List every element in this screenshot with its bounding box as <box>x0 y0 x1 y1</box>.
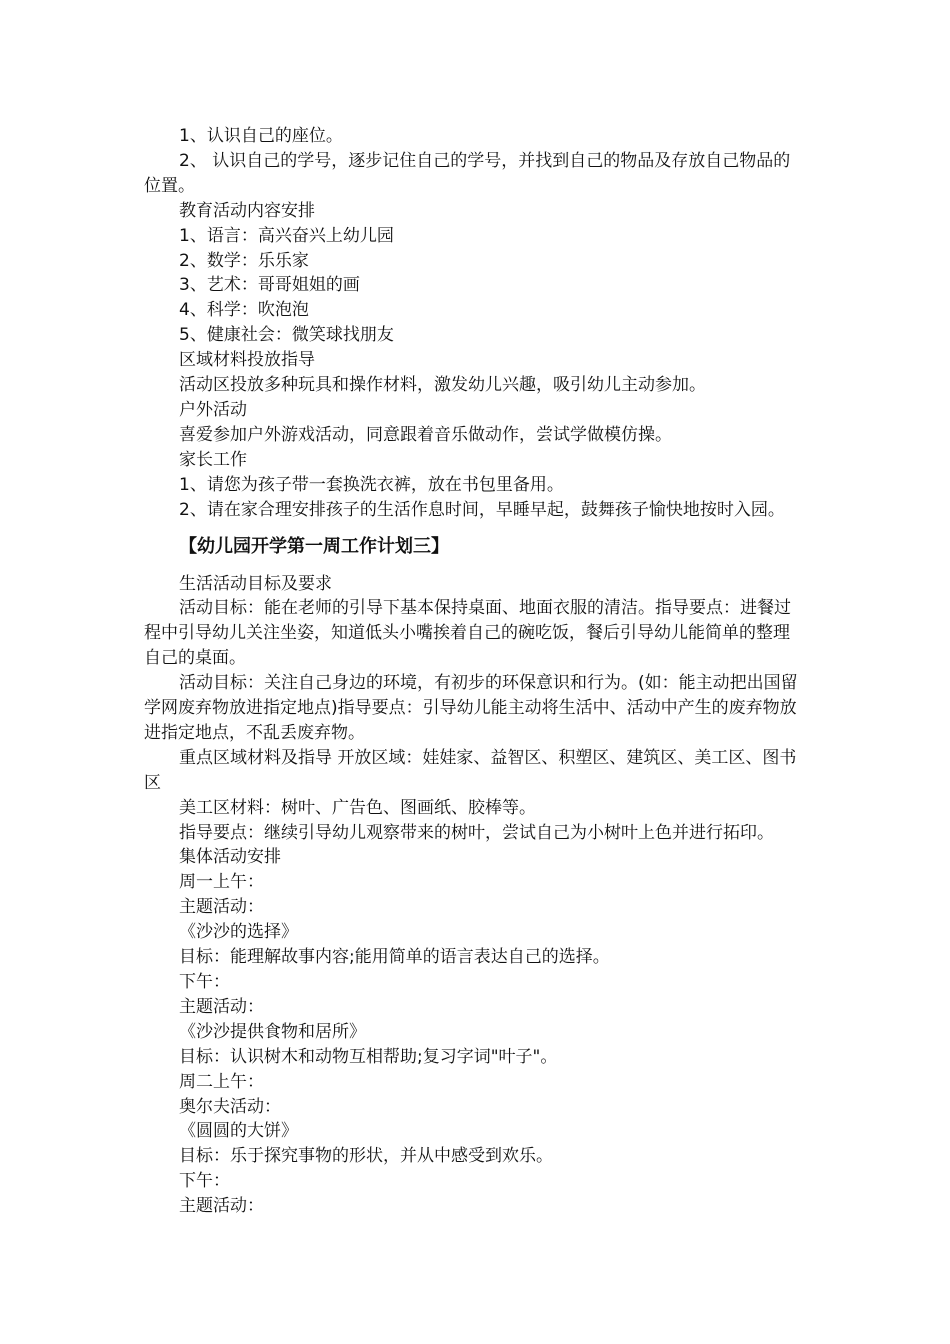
paragraph: 指导要点：继续引导幼儿观察带来的树叶，尝试自己为小树叶上色并进行拓印。 <box>179 822 774 843</box>
paragraph: 喜爱参加户外游戏活动，同意跟着音乐做动作，尝试学做模仿操。 <box>179 424 672 445</box>
schedule-line: 周一上午： <box>179 872 264 893</box>
list-item: 1、语言：高兴奋兴上幼儿园 <box>179 225 394 246</box>
list-item: 2、请在家合理安排孩子的生活作息时间，早睡早起，鼓舞孩子愉快地按时入园。 <box>179 499 785 520</box>
paragraph: 1、认识自己的座位。 <box>179 126 343 146</box>
paragraph: 活动目标：关注自己身边的环境，有初步的环保意识和行为。(如：能主动把出国留学网废弃物放进指定地点)指导要点：引导幼儿能主动将生活中、活动中产生的废弃物放进指定地点，不乱丢废弃物。 <box>144 673 798 743</box>
section-previous-plan <box>144 124 804 523</box>
paragraph: 活动区投放多种玩具和操作材料，激发幼儿兴趣，吸引幼儿主动参加。 <box>179 375 706 396</box>
section-week-plan-three <box>144 572 804 1220</box>
schedule-line: 目标：认识树木和动物互相帮助;复习字词"叶子"。 <box>179 1046 558 1067</box>
paragraph: 活动目标：能在老师的引导下基本保持桌面、地面衣服的清洁。指导要点：进餐过程中引导幼儿关注坐姿，知道低头小嘴挨着自己的碗吃饭，餐后引导幼儿能简单的整理自己的桌面。 <box>144 598 791 669</box>
schedule-line: 目标：乐于探究事物的形状，并从中感受到欢乐。 <box>179 1146 553 1167</box>
document-page <box>144 124 804 1219</box>
subheading: 户外活动 <box>179 399 247 420</box>
paragraph: 重点区域材料及指导 开放区域：娃娃家、益智区、积塑区、建筑区、美工区、图书区 <box>144 747 797 793</box>
schedule-line: 主题活动： <box>179 897 264 918</box>
subheading: 区域材料投放指导 <box>179 350 315 371</box>
schedule-line: 《沙沙的选择》 <box>179 922 298 943</box>
list-item: 2、数学：乐乐家 <box>179 250 309 271</box>
subheading: 集体活动安排 <box>179 847 281 868</box>
schedule-line: 主题活动： <box>179 996 264 1017</box>
subheading: 生活活动目标及要求 <box>179 573 332 594</box>
list-item: 3、艺术：哥哥姐姐的画 <box>179 275 360 296</box>
schedule-line: 奥尔夫活动： <box>179 1096 281 1117</box>
section-title: 【幼儿园开学第一周工作计划三】 <box>179 535 449 557</box>
schedule-line: 《圆圆的大饼》 <box>179 1121 298 1142</box>
schedule-line: 下午： <box>179 972 230 992</box>
list-item: 1、请您为孩子带一套换洗衣裤，放在书包里备用。 <box>179 474 564 495</box>
paragraph: 美工区材料：树叶、广告色、图画纸、胶棒等。 <box>179 797 536 818</box>
schedule-line: 《沙沙提供食物和居所》 <box>179 1021 366 1042</box>
schedule-line: 周二上午： <box>179 1071 264 1092</box>
schedule-line: 主题活动： <box>179 1196 264 1217</box>
list-item: 5、健康社会：微笑球找朋友 <box>179 325 394 346</box>
schedule-line: 目标：能理解故事内容;能用简单的语言表达自己的选择。 <box>179 947 610 968</box>
paragraph: 2、 认识自己的学号，逐步记住自己的学号，并找到自己的物品及存放自己物品的位置。 <box>144 150 791 196</box>
subheading: 教育活动内容安排 <box>179 200 315 221</box>
list-item: 4、科学：吹泡泡 <box>179 300 309 321</box>
schedule-line: 下午： <box>179 1171 230 1192</box>
subheading: 家长工作 <box>179 449 247 470</box>
